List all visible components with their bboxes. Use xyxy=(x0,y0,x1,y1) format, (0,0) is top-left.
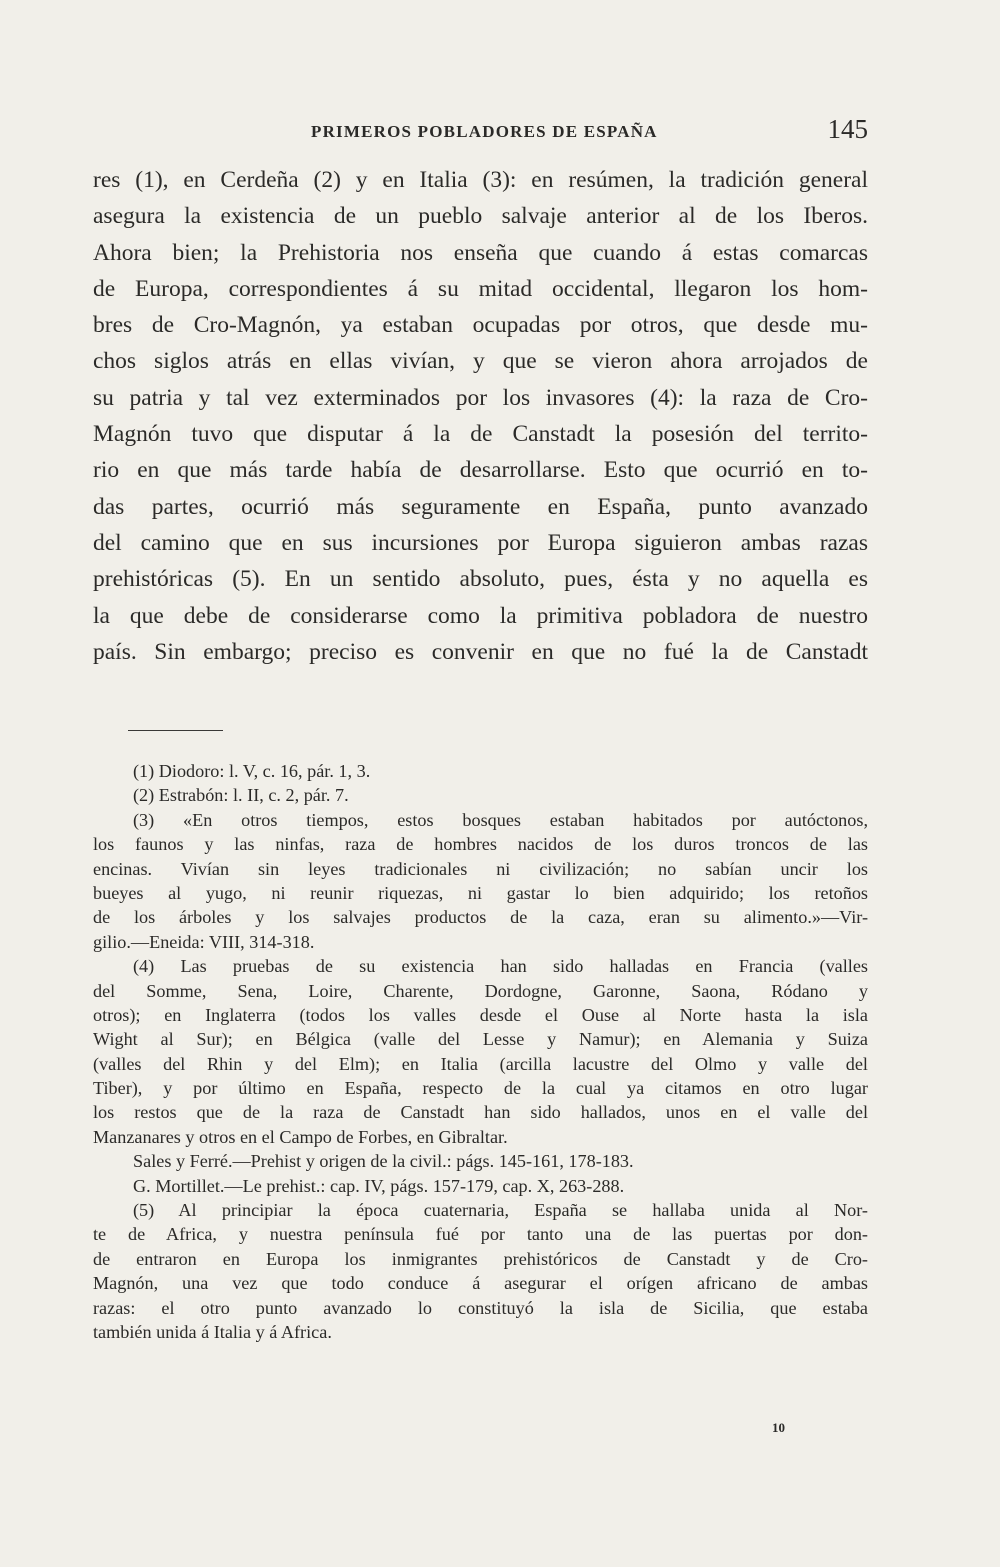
page-header xyxy=(93,114,868,158)
footnote-line: de entraron en Europa los inmigrantes prehistóricos de Canstadt y de Cro- xyxy=(93,1248,868,1269)
footnote-line: bueyes al yugo, ni reunir riquezas, ni gastar lo bien adquirido; los retoños xyxy=(93,882,868,903)
footnote-line: también unida á Italia y á Africa. xyxy=(93,1321,332,1342)
text-line: chos siglos atrás en ellas vivían, y que se vieron ahora arrojados de xyxy=(93,348,868,375)
footnote-line: (5) Al principiar la época cuaternaria, España se hallaba unida al Nor- xyxy=(133,1200,868,1221)
footnote-line: otros); en Inglaterra (todos los valles desde el Ouse al Norte hasta la isla xyxy=(93,1004,868,1025)
text-line: de Europa, correspondientes á su mitad occidental, llegaron los hom- xyxy=(93,275,868,302)
footnote-line: los faunos y las ninfas, raza de hombres nacidos de los duros troncos de las xyxy=(93,834,868,855)
main-text xyxy=(93,162,868,670)
text-line: das partes, ocurrió más seguramente en España, punto avanzado xyxy=(93,493,868,520)
footnote-line: gilio.—Eneida: VIII, 314-318. xyxy=(93,931,315,952)
text-line: asegura la existencia de un pueblo salvaje anterior al de los Iberos. xyxy=(93,203,868,230)
text-line: bres de Cro-Magnón, ya estaban ocupadas por otros, que desde mu- xyxy=(93,312,868,339)
text-line: prehistóricas (5). En un sentido absoluto, pues, ésta y no aquella es xyxy=(93,566,868,593)
text-line: la que debe de considerarse como la primitiva pobladora de nuestro xyxy=(93,602,868,629)
text-line: Magnón tuvo que disputar á la de Canstadt la posesión del territo- xyxy=(93,421,868,448)
footnote-line: G. Mortillet.—Le prehist.: cap. IV, págs. 157-179, cap. X, 263-288. xyxy=(133,1175,625,1196)
footnotes xyxy=(93,759,868,1344)
footnote-line: (1) Diodoro: l. V, c. 16, pár. 1, 3. xyxy=(133,761,371,781)
footnote-line: del Somme, Sena, Loire, Charente, Dordogne, Garonne, Saona, Ródano y xyxy=(93,980,868,1001)
footnote-line: Sales y Ferré.—Prehist y origen de la civil.: págs. 145-161, 178-183. xyxy=(133,1151,634,1172)
footnote-line: los restos que de la raza de Canstadt han sido hallados, unos en el valle del xyxy=(93,1102,868,1123)
footnote-line: te de Africa, y nuestra península fué por tanto una de las puertas por don- xyxy=(93,1224,868,1245)
footnote-line: Manzanares y otros en el Campo de Forbes, en Gibraltar. xyxy=(93,1126,508,1147)
footnote-line: (3) «En otros tiempos, estos bosques estaban habitados por autóctonos, xyxy=(133,809,868,830)
text-line: res (1), en Cerdeña (2) y en Italia (3): en resúmen, la tradición general xyxy=(93,167,868,193)
text-line: rio en que más tarde había de desarrollarse. Esto que ocurrió en to- xyxy=(93,457,868,484)
text-line: del camino que en sus incursiones por Europa siguieron ambas razas xyxy=(93,529,868,556)
running-title: PRIMEROS POBLADORES DE ESPAÑA xyxy=(311,122,658,141)
footnote-line: (4) Las pruebas de su existencia han sido halladas en Francia (valles xyxy=(133,956,868,977)
text-line: Ahora bien; la Prehistoria nos enseña que cuando á estas comarcas xyxy=(93,239,868,266)
footnote-line: (2) Estrabón: l. II, c. 2, pár. 7. xyxy=(133,785,349,806)
footnote-separator xyxy=(128,730,223,731)
footnote-line: Wight al Sur); en Bélgica (valle del Lesse y Namur); en Alemania y Suiza xyxy=(93,1029,868,1050)
text-line: país. Sin embargo; preciso es convenir en que no fué la de Canstadt xyxy=(93,638,868,665)
footnote-line: (valles del Rhin y del Elm); en Italia (arcilla lacustre del Olmo y valle del xyxy=(93,1053,868,1074)
footnote-line: razas: el otro punto avanzado lo constituyó la isla de Sicilia, que estaba xyxy=(93,1297,868,1318)
signature-mark: 10 xyxy=(772,1420,785,1435)
footnote-line: de los árboles y los salvajes productos de la caza, eran su alimento.»—Vir- xyxy=(93,907,868,928)
page-number: 145 xyxy=(827,114,868,144)
text-line: su patria y tal vez exterminados por los invasores (4): la raza de Cro- xyxy=(93,384,868,411)
footnote-line: Magnón, una vez que todo conduce á asegurar el orígen africano de ambas xyxy=(93,1273,868,1294)
footnote-line: encinas. Vivían sin leyes tradicionales ni civilización; no sabían uncir los xyxy=(93,858,868,879)
footnote-line: Tiber), y por último en España, respecto de la cual ya citamos en otro lugar xyxy=(93,1078,868,1099)
